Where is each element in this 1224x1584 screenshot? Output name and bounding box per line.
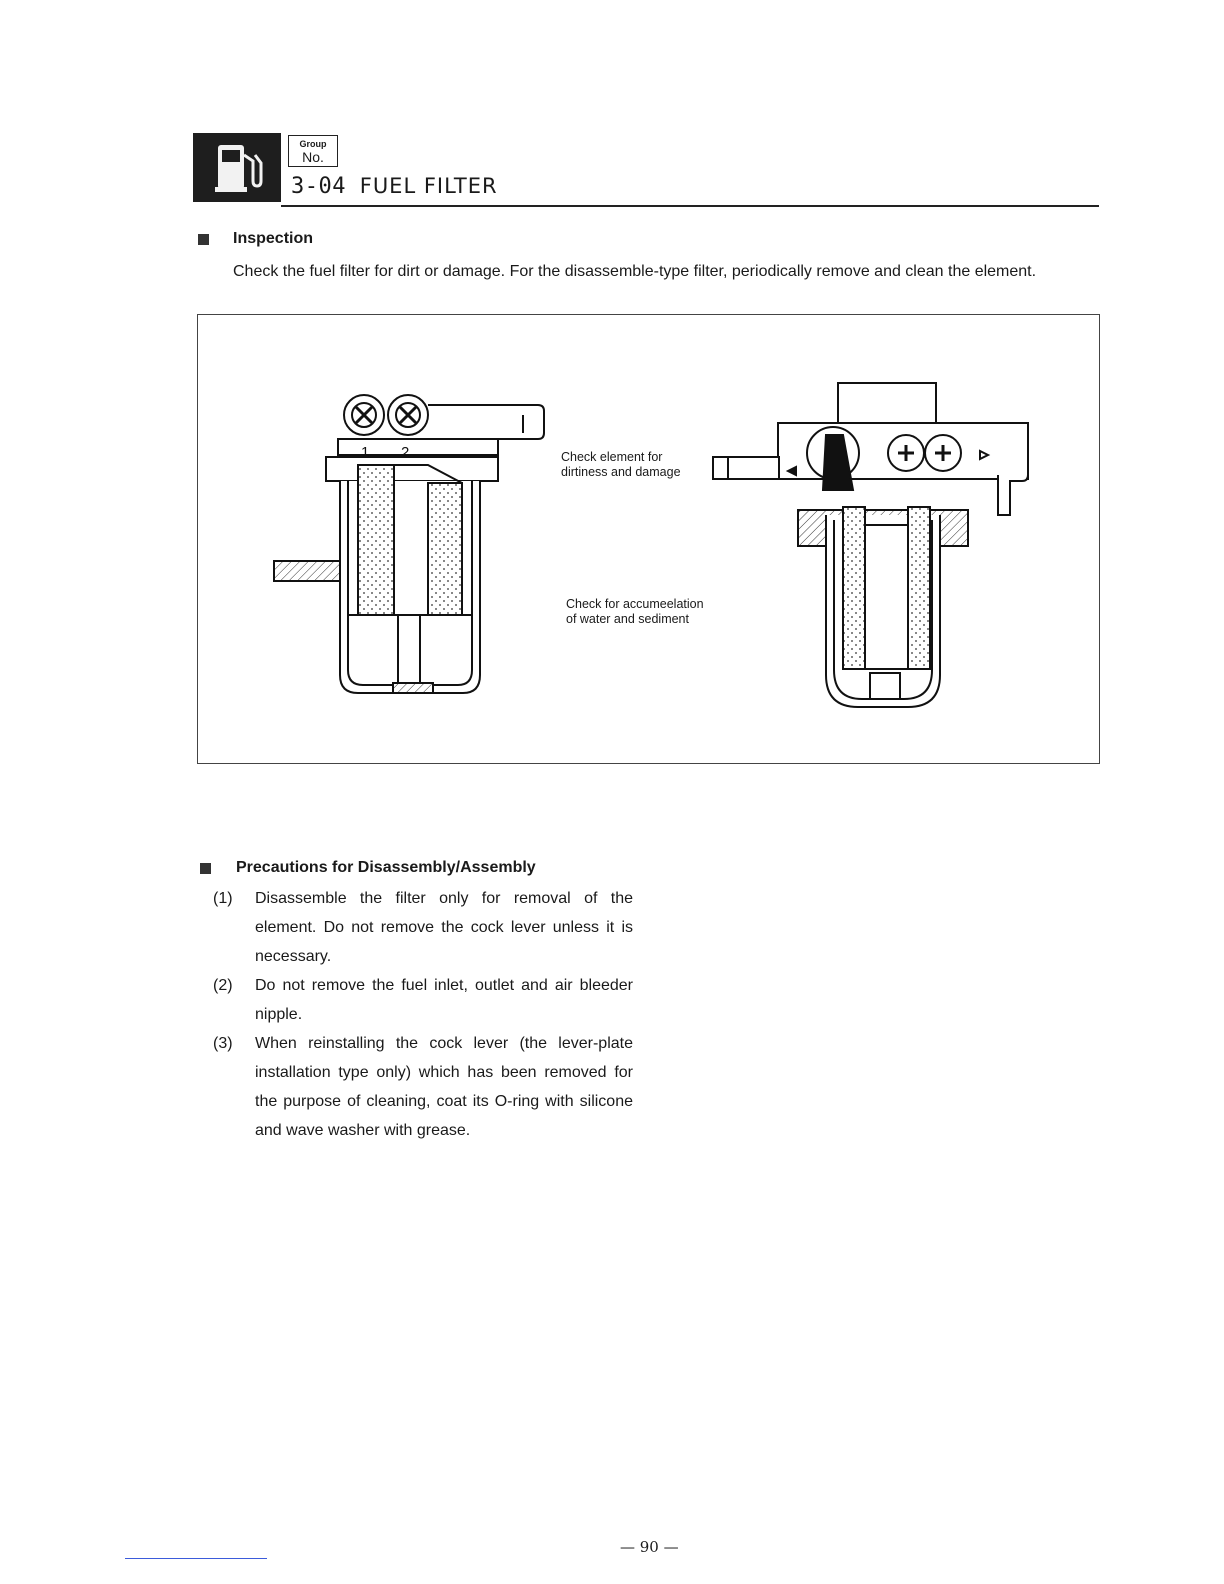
page-title — [291, 174, 498, 199]
section-number: 3-04 — [291, 174, 346, 199]
page-number: — 90 — — [620, 1538, 679, 1556]
group-label: Group — [299, 139, 327, 149]
callout-element — [561, 450, 681, 480]
item-number: (1) — [213, 890, 233, 907]
bullet-square-icon — [198, 234, 209, 245]
section-title: FUEL FILTER — [359, 174, 498, 198]
bullet-square-icon — [200, 863, 211, 874]
inspection-heading: Inspection — [233, 230, 314, 247]
inspection-text: Check the fuel filter for dirt or damage. For the disassemble-type filter, periodically remove and clean the element. — [233, 263, 1037, 280]
title-divider — [281, 205, 1099, 207]
no-label: No. — [302, 149, 324, 165]
figure-frame — [197, 314, 1100, 764]
callout-water-line2: of water and sediment — [566, 612, 689, 626]
list-item — [213, 971, 633, 1029]
item-text: Disassemble the filter only for removal of the element. Do not remove the cock lever unless it is necessary. — [255, 890, 633, 965]
group-number-box — [288, 135, 338, 167]
part-label-2: 2 — [401, 444, 410, 461]
left-filter-drawing — [274, 395, 544, 693]
precautions-heading: Precautions for Disassembly/Assembly — [236, 859, 536, 876]
item-text: When reinstalling the cock lever (the lever-plate installation type only) which has been removed for the purpose of cleaning, coat its O-ring with silicone and wave washer with grease. — [255, 1035, 633, 1139]
right-filter-drawing — [713, 383, 1028, 707]
part-label-1: 1 — [361, 444, 370, 461]
list-item — [213, 884, 633, 971]
item-number: (2) — [213, 977, 233, 994]
callout-element-line1: Check element for — [561, 450, 663, 464]
fuel-pump-icon — [193, 133, 281, 202]
callout-element-line2: dirtiness and damage — [561, 465, 681, 479]
callout-water — [566, 597, 704, 627]
callout-water-line1: Check for accumeelation — [566, 597, 704, 611]
bottom-rule — [125, 1558, 267, 1559]
item-text: Do not remove the fuel inlet, outlet and air bleeder nipple. — [255, 977, 633, 1023]
list-item — [213, 1029, 633, 1145]
precautions-list — [213, 884, 633, 1145]
item-number: (3) — [213, 1035, 233, 1052]
fuel-filter-diagram — [198, 315, 1098, 762]
